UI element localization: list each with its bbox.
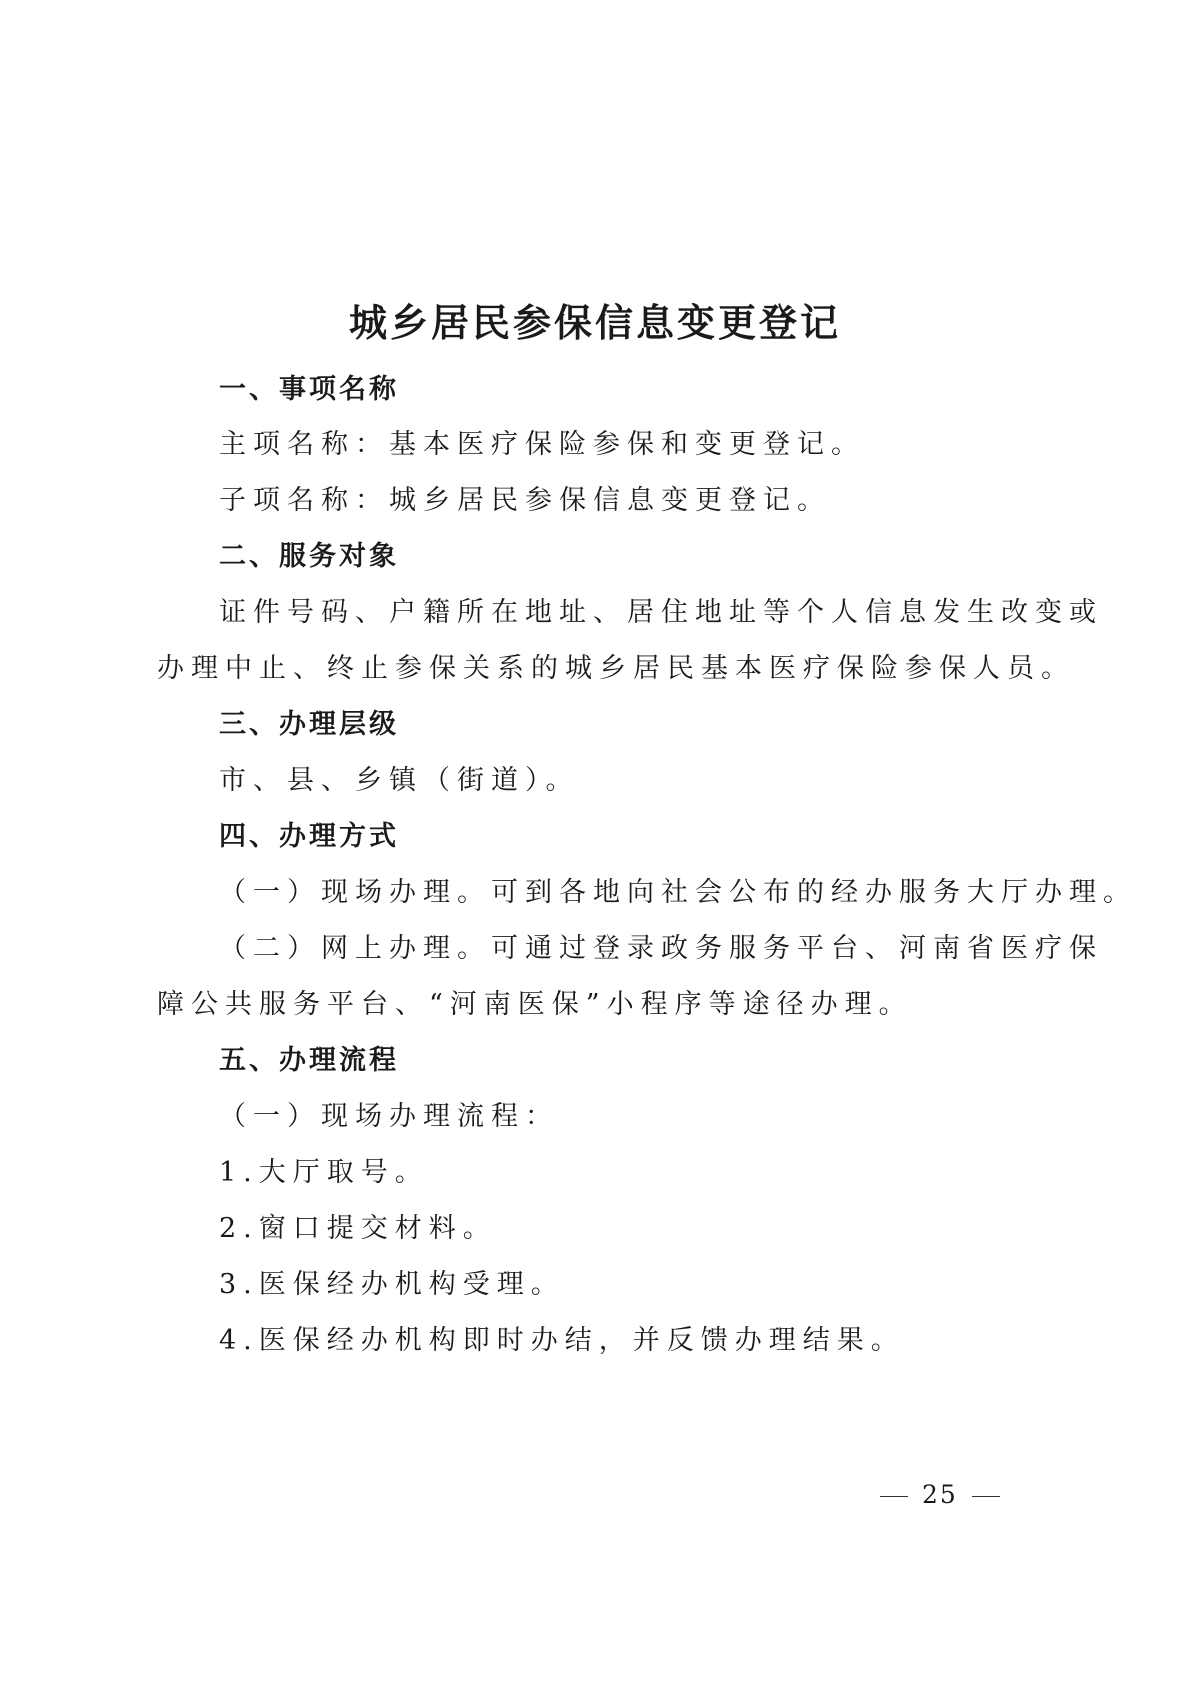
process-onsite-heading: （一）现场办理流程：	[219, 1101, 559, 1132]
document-title: 城乡居民参保信息变更登记	[348, 301, 841, 345]
process-step-3: 3.医保经办机构受理。	[219, 1269, 565, 1300]
page-number-right-dash	[972, 1496, 1000, 1497]
method-onsite: （一）现场办理。可到各地向社会公布的经办服务大厅办理。	[219, 877, 1137, 908]
page-number	[880, 1477, 1000, 1513]
level-text: 市、县、乡镇（街道）。	[219, 765, 580, 796]
sub-item-name: 子项名称：城乡居民参保信息变更登记。	[219, 485, 831, 516]
process-step-1: 1.大厅取号。	[219, 1157, 429, 1188]
process-step-2: 2.窗口提交材料。	[219, 1213, 497, 1244]
section-heading-level: 三、办理层级	[219, 709, 399, 740]
main-item-name: 主项名称：基本医疗保险参保和变更登记。	[219, 429, 865, 460]
service-target-text-line-1: 证件号码、户籍所在地址、居住地址等个人信息发生改变或	[219, 597, 1103, 628]
service-target-text-line-2: 办理中止、终止参保关系的城乡居民基本医疗保险参保人员。	[157, 653, 1075, 684]
process-step-4: 4.医保经办机构即时办结，并反馈办理结果。	[219, 1325, 905, 1356]
section-heading-item-name: 一、事项名称	[219, 374, 399, 405]
section-heading-service-target: 二、服务对象	[219, 541, 399, 572]
page-number-text: 25	[922, 1480, 958, 1509]
section-heading-method: 四、办理方式	[219, 821, 399, 852]
section-heading-process: 五、办理流程	[219, 1045, 399, 1076]
method-online-line-2: 障公共服务平台、“河南医保”小程序等途径办理。	[157, 989, 913, 1020]
method-online-line-1: （二）网上办理。可通过登录政务服务平台、河南省医疗保	[219, 933, 1103, 964]
page-number-left-dash	[880, 1496, 908, 1497]
